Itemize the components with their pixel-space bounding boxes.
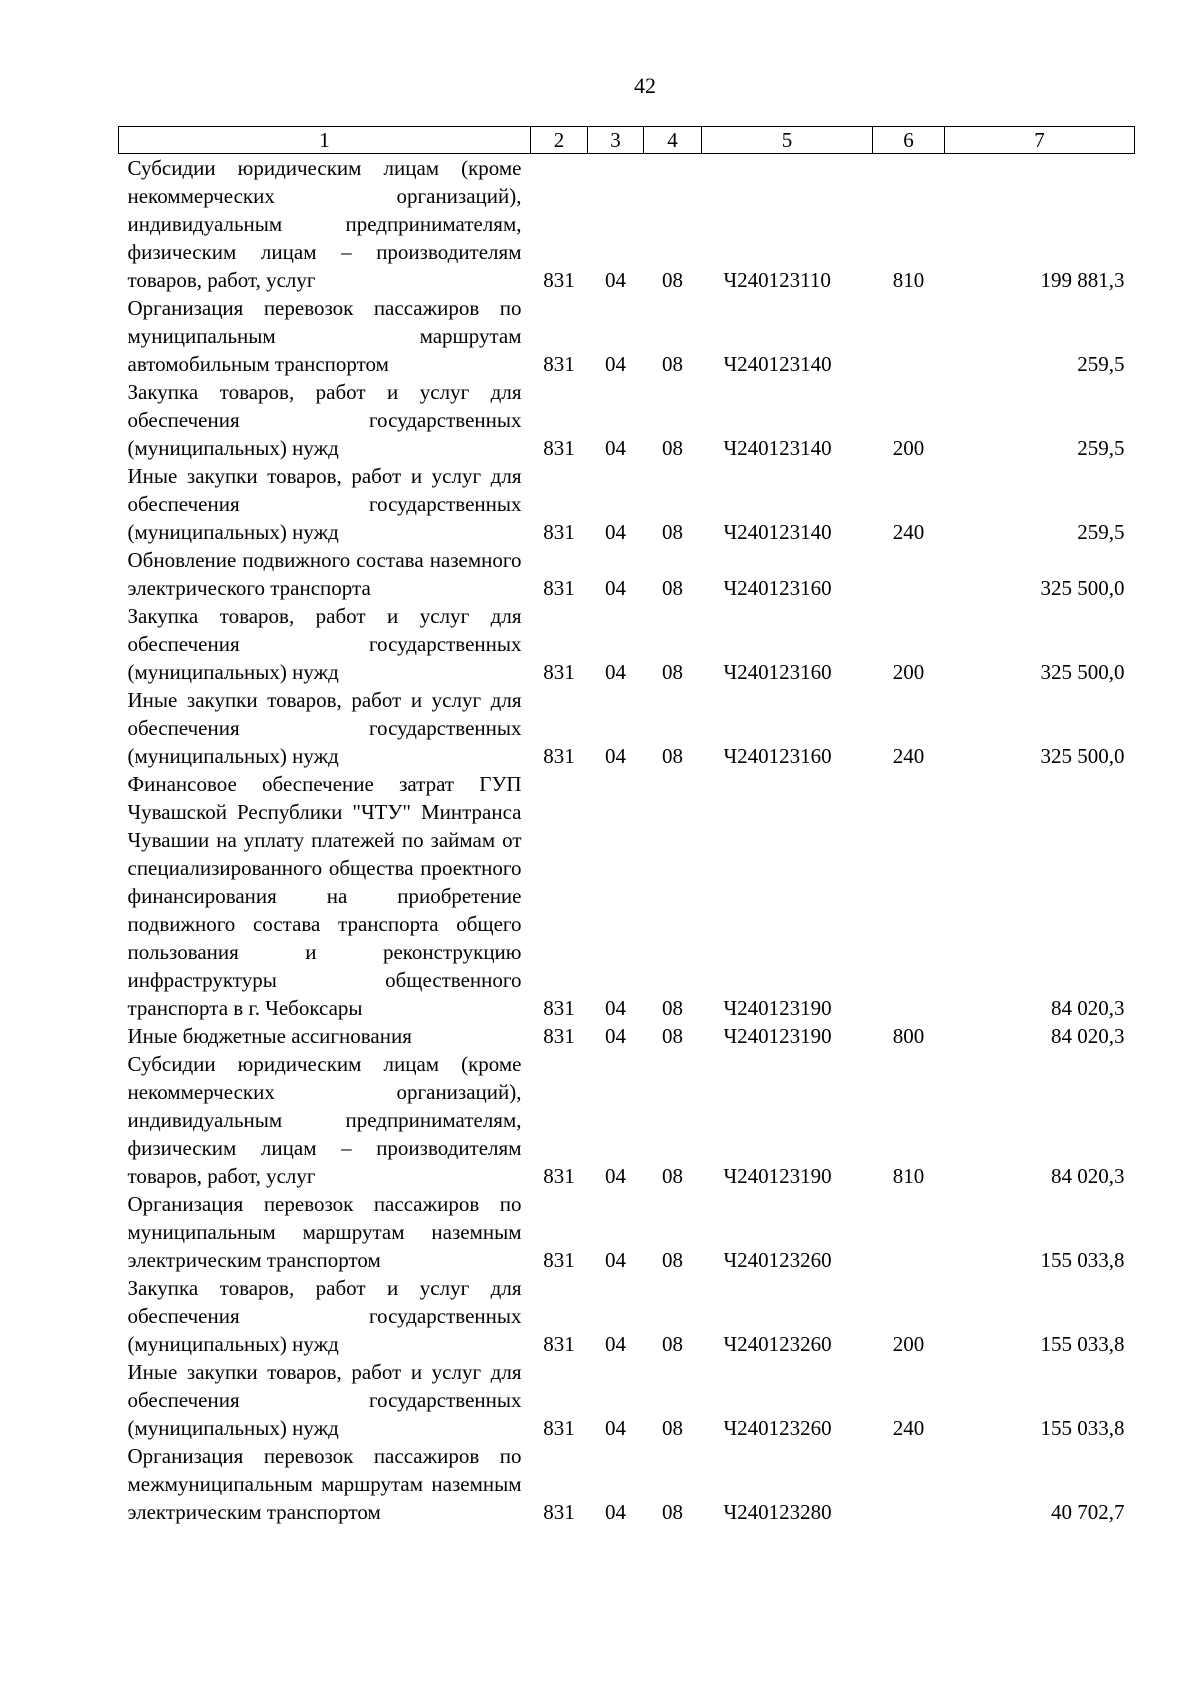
row-name-cell: Иные закупки товаров, работ и услуг для обеспечения государственных (муниципальных) нужд [127, 1360, 522, 1440]
row-gr-cell: 831 [543, 352, 575, 376]
budget-table [118, 126, 1135, 1526]
row-name-cell: Закупка товаров, работ и услуг для обеспечения государственных (муниципальных) нужд [127, 604, 522, 684]
row-csr-cell: Ч240123190 [723, 996, 832, 1020]
table-row [119, 1022, 1135, 1050]
row-sum-cell: 155 033,8 [1040, 1332, 1125, 1356]
row-rz-cell: 04 [605, 268, 626, 292]
row-csr-cell: Ч240123110 [723, 268, 831, 292]
row-name-cell: Закупка товаров, работ и услуг для обеспечения государственных (муниципальных) нужд [127, 1276, 522, 1356]
header-col-6: 6 [873, 127, 945, 154]
row-gr-cell: 831 [543, 1024, 575, 1048]
row-gr-cell: 831 [543, 996, 575, 1020]
table-row [119, 378, 1135, 462]
row-gr-cell: 831 [543, 436, 575, 460]
row-sum-cell: 259,5 [1077, 436, 1125, 460]
table-row [119, 154, 1135, 295]
row-pr-cell: 08 [662, 268, 683, 292]
row-rz-cell: 04 [605, 576, 626, 600]
row-sum-cell: 155 033,8 [1040, 1416, 1125, 1440]
row-gr-cell: 831 [543, 576, 575, 600]
row-pr-cell: 08 [662, 1024, 683, 1048]
table-body [119, 154, 1135, 1527]
row-vr-cell [873, 546, 945, 602]
row-csr-cell: Ч240123160 [723, 660, 832, 684]
row-pr-cell: 08 [662, 576, 683, 600]
row-vr-cell: 800 [892, 1024, 925, 1048]
table-row [119, 1358, 1135, 1442]
header-col-7: 7 [945, 127, 1135, 154]
row-vr-cell: 240 [892, 1416, 925, 1440]
row-vr-cell: 240 [892, 744, 925, 768]
table-row [119, 462, 1135, 546]
table-row [119, 1190, 1135, 1274]
table-header-row [119, 127, 1135, 154]
row-rz-cell: 04 [605, 660, 626, 684]
row-rz-cell: 04 [605, 1164, 626, 1188]
row-sum-cell: 325 500,0 [1040, 744, 1125, 768]
row-pr-cell: 08 [662, 1332, 683, 1356]
header-col-5: 5 [702, 127, 873, 154]
row-csr-cell: Ч240123260 [723, 1248, 832, 1272]
row-pr-cell: 08 [662, 996, 683, 1020]
row-vr-cell: 240 [892, 520, 925, 544]
row-name-cell: Организация перевозок пассажиров по межмуниципальным маршрутам наземным электрическим транспортом [127, 1444, 522, 1524]
row-gr-cell: 831 [543, 1416, 575, 1440]
table-row [119, 294, 1135, 378]
row-pr-cell: 08 [662, 744, 683, 768]
row-sum-cell: 325 500,0 [1040, 660, 1125, 684]
row-csr-cell: Ч240123260 [723, 1416, 832, 1440]
header-col-1: 1 [119, 127, 531, 154]
row-vr-cell [873, 1190, 945, 1274]
row-sum-cell: 40 702,7 [1051, 1500, 1125, 1524]
row-name-cell: Иные закупки товаров, работ и услуг для обеспечения государственных (муниципальных) нужд [127, 464, 522, 544]
row-name-cell: Закупка товаров, работ и услуг для обеспечения государственных (муниципальных) нужд [127, 380, 522, 460]
header-col-3: 3 [588, 127, 644, 154]
table-row [119, 1274, 1135, 1358]
row-sum-cell: 84 020,3 [1051, 1024, 1125, 1048]
row-csr-cell: Ч240123140 [723, 520, 832, 544]
row-csr-cell: Ч240123190 [723, 1164, 832, 1188]
row-csr-cell: Ч240123160 [723, 744, 832, 768]
row-gr-cell: 831 [543, 1248, 575, 1272]
header-col-2: 2 [531, 127, 588, 154]
row-csr-cell: Ч240123260 [723, 1332, 832, 1356]
row-gr-cell: 831 [543, 1500, 575, 1524]
row-rz-cell: 04 [605, 1416, 626, 1440]
row-pr-cell: 08 [662, 1500, 683, 1524]
table-row [119, 1442, 1135, 1526]
row-name-cell: Организация перевозок пассажиров по муниципальным маршрутам наземным электрическим транспортом [127, 1192, 522, 1272]
row-rz-cell: 04 [605, 520, 626, 544]
row-name-cell: Иные закупки товаров, работ и услуг для обеспечения государственных (муниципальных) нужд [127, 688, 522, 768]
row-csr-cell: Ч240123280 [723, 1500, 832, 1524]
row-sum-cell: 199 881,3 [1040, 268, 1125, 292]
row-csr-cell: Ч240123160 [723, 576, 832, 600]
row-gr-cell: 831 [543, 744, 575, 768]
row-sum-cell: 84 020,3 [1051, 996, 1125, 1020]
row-pr-cell: 08 [662, 660, 683, 684]
row-name-cell: Субсидии юридическим лицам (кроме некоммерческих организаций), индивидуальным предпринимателям, физическим лицам – производителям товаров, работ, услуг [127, 156, 522, 292]
row-vr-cell: 200 [892, 660, 925, 684]
row-pr-cell: 08 [662, 352, 683, 376]
row-rz-cell: 04 [605, 352, 626, 376]
row-pr-cell: 08 [662, 1164, 683, 1188]
row-gr-cell: 831 [543, 1164, 575, 1188]
row-name-cell: Финансовое обеспечение затрат ГУП Чувашской Республики "ЧТУ" Минтранса Чувашии на уплату платежей по займам от специализированного общества проектного финансирования на приобретение подвижного состава транспорта общего пользования и реконструкцию инфраструктуры общественного транспорта в г. Чебоксары [127, 772, 522, 1020]
row-pr-cell: 08 [662, 436, 683, 460]
row-name-cell: Субсидии юридическим лицам (кроме некоммерческих организаций), индивидуальным предпринимателям, физическим лицам – производителям товаров, работ, услуг [127, 1052, 522, 1188]
table-row [119, 546, 1135, 602]
row-gr-cell: 831 [543, 520, 575, 544]
row-rz-cell: 04 [605, 1500, 626, 1524]
row-pr-cell: 08 [662, 1248, 683, 1272]
row-vr-cell: 810 [892, 1164, 925, 1188]
row-name-cell: Обновление подвижного состава наземного электрического транспорта [127, 548, 522, 600]
header-col-4: 4 [644, 127, 702, 154]
row-vr-cell: 810 [892, 268, 925, 292]
row-csr-cell: Ч240123190 [723, 1024, 832, 1048]
row-rz-cell: 04 [605, 1024, 626, 1048]
row-gr-cell: 831 [543, 268, 575, 292]
row-rz-cell: 04 [605, 1248, 626, 1272]
table-row [119, 1050, 1135, 1190]
row-pr-cell: 08 [662, 1416, 683, 1440]
row-vr-cell [873, 1442, 945, 1526]
table-row [119, 686, 1135, 770]
row-vr-cell [873, 770, 945, 1022]
table-row [119, 770, 1135, 1022]
row-sum-cell: 84 020,3 [1051, 1164, 1125, 1188]
row-sum-cell: 259,5 [1077, 352, 1125, 376]
row-rz-cell: 04 [605, 436, 626, 460]
row-vr-cell: 200 [892, 1332, 925, 1356]
table-row [119, 602, 1135, 686]
row-csr-cell: Ч240123140 [723, 436, 832, 460]
row-gr-cell: 831 [543, 660, 575, 684]
row-rz-cell: 04 [605, 744, 626, 768]
row-vr-cell [873, 294, 945, 378]
row-name-cell: Организация перевозок пассажиров по муниципальным маршрутам автомобильным транспортом [127, 296, 522, 376]
row-rz-cell: 04 [605, 1332, 626, 1356]
row-sum-cell: 259,5 [1077, 520, 1125, 544]
row-sum-cell: 325 500,0 [1040, 576, 1125, 600]
row-vr-cell: 200 [892, 436, 925, 460]
row-name-cell: Иные бюджетные ассигнования [127, 1024, 412, 1048]
row-csr-cell: Ч240123140 [723, 352, 832, 376]
page-number: 42 [634, 73, 656, 98]
row-pr-cell: 08 [662, 520, 683, 544]
row-gr-cell: 831 [543, 1332, 575, 1356]
row-rz-cell: 04 [605, 996, 626, 1020]
row-sum-cell: 155 033,8 [1040, 1248, 1125, 1272]
